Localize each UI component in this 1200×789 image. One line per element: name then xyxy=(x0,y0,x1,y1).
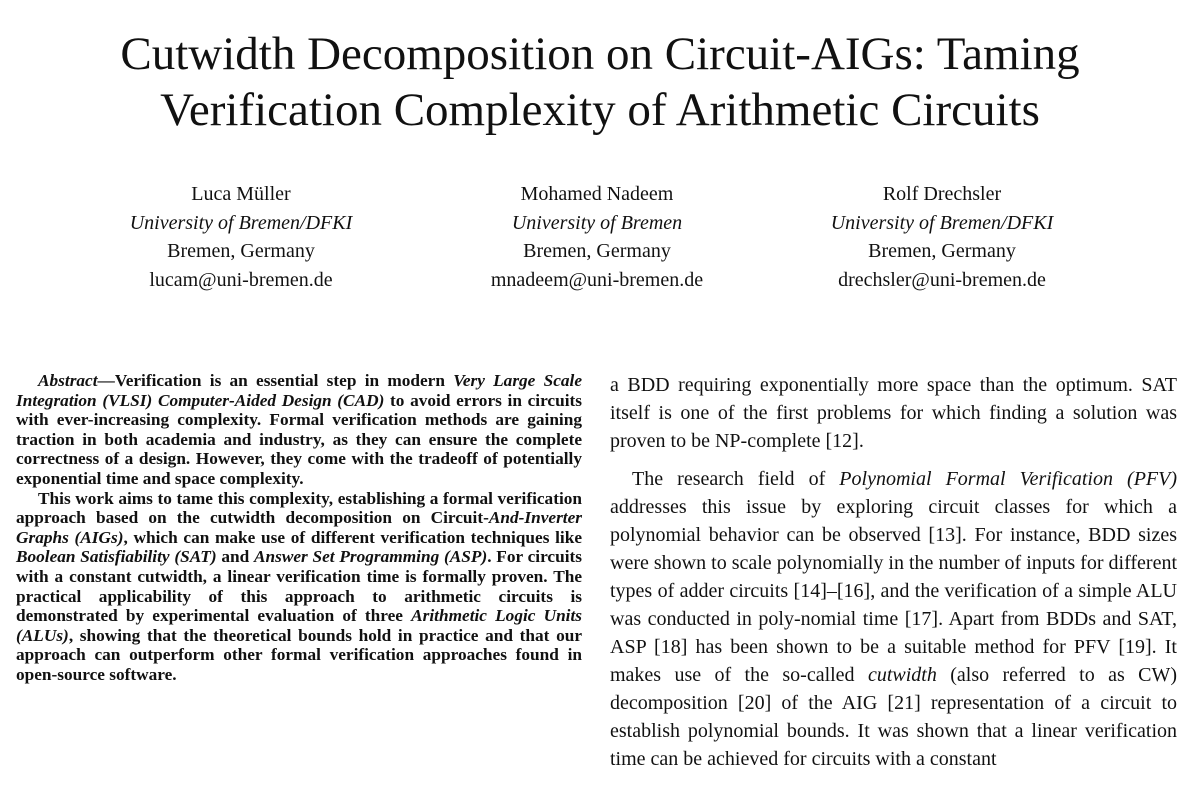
author-location: Bremen, Germany xyxy=(868,240,1016,262)
abstract-emphasis: Answer Set Programming (ASP) xyxy=(253,547,488,567)
body-column xyxy=(610,371,1177,773)
body-text: (also referred to as CW) decomposition [20] of the AIG [21] representation of a circuit to establish polynomial bounds. It was shown that a linear verification time can be achieved for circuits with a constant xyxy=(610,664,1177,770)
abstract-label: Abstract xyxy=(38,371,98,390)
author-email: drechsler@uni-bremen.de xyxy=(838,268,1046,291)
author-location: Bremen, Germany xyxy=(167,240,315,262)
abstract-text: , which can make use of different verification techniques like xyxy=(123,527,582,547)
abstract-column xyxy=(16,371,582,685)
abstract-emphasis: And-Inverter Graphs (AIGs) xyxy=(16,508,582,547)
abstract-text: to avoid errors in circuits with ever-increasing complexity. Formal verification methods are gaining traction in both academia and industry, as they can ensure the complete correctness of a design. However, they come with the tradeoff of potentially exponential time and space complexity. xyxy=(16,390,582,488)
author-email: mnadeem@uni-bremen.de xyxy=(490,268,704,291)
author-name: Mohamed Nadeem xyxy=(520,183,674,205)
paper-title xyxy=(0,26,1200,138)
abstract-text: —Verification is an essential step in modern xyxy=(97,371,454,390)
author-block xyxy=(437,180,757,294)
author-block xyxy=(782,180,1102,294)
abstract-emphasis: Arithmetic Logic Units (ALUs) xyxy=(16,606,583,645)
title-line-2: Verification Complexity of Arithmetic Circuits xyxy=(160,84,1040,136)
abstract-paragraph-2 xyxy=(16,489,582,685)
body-emphasis: Polynomial Formal Verification (PFV) xyxy=(839,468,1178,490)
abstract-emphasis: Boolean Satisfiability (SAT) xyxy=(16,547,217,567)
author-affiliation: University of Bremen xyxy=(511,211,683,234)
author-affiliation: University of Bremen/DFKI xyxy=(830,211,1054,234)
author-name: Rolf Drechsler xyxy=(882,183,1002,205)
body-emphasis: cutwidth xyxy=(867,664,937,686)
abstract-text: , showing that the theoretical bounds hold in practice and that our approach can outperform other formal verification approaches found in open-source software. xyxy=(16,625,582,684)
abstract-text: and xyxy=(216,547,254,567)
author-name: Luca Müller xyxy=(191,183,291,205)
body-text: The research field of xyxy=(632,468,840,490)
body-paragraph-1: a BDD requiring exponentially more space than the optimum. SAT itself is one of the first problems for which finding a solution was proven to be NP-complete [12]. xyxy=(610,374,1177,452)
author-location: Bremen, Germany xyxy=(523,240,671,262)
body-paragraph-2 xyxy=(610,465,1177,773)
author-email: lucam@uni-bremen.de xyxy=(149,268,333,291)
author-block xyxy=(81,180,401,294)
author-affiliation: University of Bremen/DFKI xyxy=(129,211,353,234)
abstract-emphasis: Very Large Scale Integration (VLSI) Computer-Aided Design (CAD) xyxy=(16,371,582,410)
abstract-text: . For circuits with a constant cutwidth, a linear verification time is formally proven. The practical applicability of this approach to arithmetic circuits is demonstrated by experimental evaluation of three xyxy=(16,547,582,626)
abstract-paragraph-1 xyxy=(16,371,582,489)
abstract-text: This work aims to tame this complexity, establishing a formal verification approach based on the cutwidth decomposition on Circuit- xyxy=(16,488,582,528)
body-text: addresses this issue by exploring circuit classes for which a polynomial behavior can be observed [13]. For instance, BDD sizes were shown to scale polynomially in the number of inputs for different types of adder circuits [14]–[16], and the verification of a simple ALU was conducted in poly-nomial time [17]. Apart from BDDs and SAT, ASP [18] has been shown to be a suitable method for PFV [19]. It makes use of the so-called xyxy=(610,496,1177,686)
title-line-1: Cutwidth Decomposition on Circuit-AIGs: Taming xyxy=(120,28,1080,80)
